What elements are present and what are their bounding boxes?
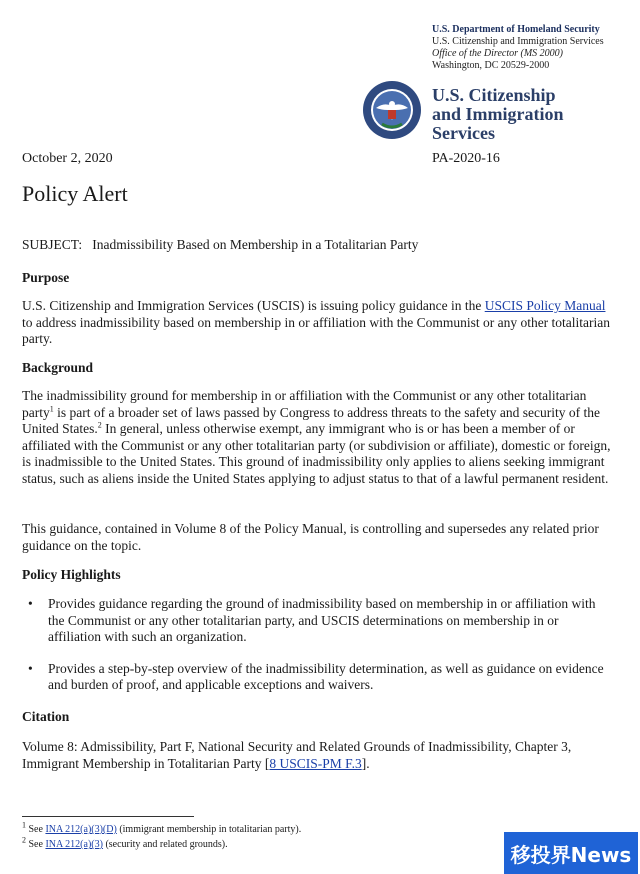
citation-heading: Citation	[22, 709, 70, 724]
department-name: U.S. Department of Homeland Security	[432, 24, 600, 35]
document-date: October 2, 2020	[22, 151, 113, 166]
footnote-see: See	[28, 824, 46, 835]
purpose-heading: Purpose	[22, 270, 70, 285]
page-title: Policy Alert	[22, 181, 128, 206]
footnote-see: See	[28, 839, 46, 850]
bullet-icon: •	[28, 596, 33, 611]
citation-text-before: Volume 8: Admissibility, Part F, National Security and Related Grounds of Inadmissibility, Chapter 3, Immigrant Membership in Totalitarian Party [	[22, 739, 572, 771]
subject-label: SUBJECT:	[22, 237, 83, 252]
highlights-heading: Policy Highlights	[22, 567, 121, 582]
agency-line: U.S. Citizenship and Immigration Services	[432, 36, 604, 47]
footnote-rest: (immigrant membership in totalitarian party).	[116, 824, 302, 835]
footnote-rest: (security and related grounds).	[102, 839, 228, 850]
list-item	[22, 596, 614, 646]
list-item	[22, 661, 614, 694]
footnote-2	[22, 835, 228, 851]
footnote-1	[22, 820, 302, 836]
footnote-divider	[22, 816, 194, 817]
background-text-3: In general, unless otherwise exempt, any immigrant who is or has been a member of or affiliated with the Communist or any other totalitarian party (or subdivision or affiliate), domestic or foreign, is inadmissible to the United States. This ground of inadmissibility only applies to aliens seeking immigrant status, such as aliens inside the United States applying to adjust status to that of a lawful permanent resident.	[22, 421, 611, 486]
background-paragraph-2: This guidance, contained in Volume 8 of the Policy Manual, is controlling and supersedes any related prior guidance on the topic.	[22, 521, 599, 553]
subject-text: Inadmissibility Based on Membership in a Totalitarian Party	[92, 237, 419, 252]
bullet-icon: •	[28, 660, 33, 676]
background-text-2: is part of a broader set of laws passed by Congress to address threats to the safety and security of the United States.	[22, 404, 600, 436]
agency-brand	[432, 86, 564, 143]
brand-line-2: and Immigration	[432, 104, 564, 124]
background-heading: Background	[22, 360, 94, 375]
footnote-number: 2	[22, 835, 26, 845]
citation-paragraph	[22, 739, 614, 772]
watermark-logo: 移投界News	[504, 832, 638, 874]
citation-text-after: ].	[361, 755, 370, 771]
reference-number: PA-2020-16	[432, 151, 500, 166]
footnote-ref-2[interactable]: 2	[97, 420, 102, 430]
dhs-seal-icon	[362, 80, 422, 140]
agency-address-block	[432, 24, 632, 72]
address-line: Washington, DC 20529-2000	[432, 60, 550, 71]
footnote-1-link[interactable]: INA 212(a)(3)(D)	[45, 824, 117, 835]
footnote-number: 1	[22, 820, 26, 830]
highlights-list	[22, 596, 614, 709]
background-text-1: The inadmissibility ground for membership in or affiliation with the Communist or any other totalitarian party	[22, 388, 587, 420]
brand-line-3: Services	[432, 123, 495, 143]
highlight-text: Provides a step-by-step overview of the inadmissibility determination, as well as guidance on evidence and burden of proof, and applicable exceptions and waivers.	[48, 660, 604, 692]
office-line: Office of the Director (MS 2000)	[432, 48, 563, 59]
subject-line	[22, 237, 418, 253]
background-paragraph-1	[22, 388, 614, 487]
policy-manual-link[interactable]: USCIS Policy Manual	[484, 298, 606, 313]
purpose-paragraph	[22, 298, 614, 348]
highlight-text: Provides guidance regarding the ground of inadmissibility based on membership in or affiliation with the Communist or any other totalitarian party, and USCIS determinations on membership in or affiliation with such an organization.	[48, 596, 596, 644]
footnote-ref-1[interactable]: 1	[49, 404, 54, 413]
brand-line-1: U.S. Citizenship	[432, 85, 556, 105]
purpose-text-after: to address inadmissibility based on membership in or affiliation with the Communist or any other totalitarian party.	[22, 314, 611, 346]
purpose-text-before: U.S. Citizenship and Immigration Services (USCIS) is issuing policy guidance in the	[22, 298, 485, 313]
citation-link[interactable]: 8 USCIS-PM F.3	[269, 755, 362, 771]
footnote-2-link[interactable]: INA 212(a)(3)	[45, 839, 103, 850]
